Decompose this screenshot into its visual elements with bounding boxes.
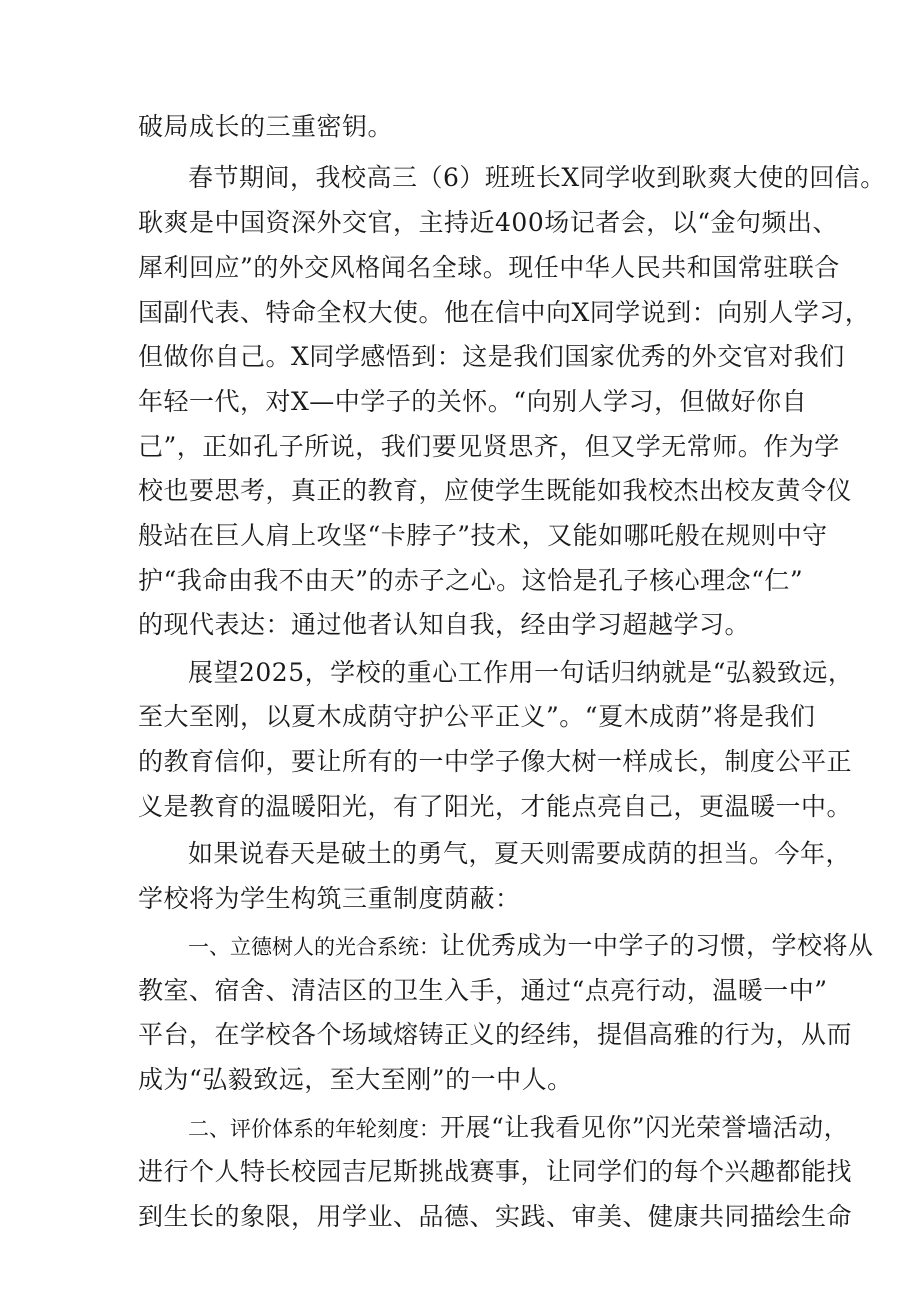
- section-line-2: [188, 1108, 849, 1148]
- text-line: 破局成长的三重密钥。: [138, 112, 394, 141]
- text-line: 教室、宿舍、清洁区的卫生入手，通过“点亮行动，温暖一中”: [138, 976, 828, 1005]
- section-line-1: [188, 926, 874, 966]
- text-run: 让优秀成为一中学子的习惯，学校将从: [440, 931, 874, 960]
- text-line: 到生长的象限，用学业、品德、实践、审美、健康共同描绘生命: [138, 1202, 853, 1231]
- text-line: 国副代表、特命全权大使。他在信中向X同学说到：向别人学习，: [138, 298, 871, 327]
- text-line: 成为“弘毅致远，至大至刚”的一中人。: [138, 1065, 573, 1094]
- text-line: 的教育信仰，要让所有的一中学子像大树一样成长，制度公平正: [138, 747, 853, 776]
- text-line: 年轻一代，对X—中学子的关怀。“向别人学习，但做好你自: [138, 387, 808, 416]
- text-line: 至大至刚，以夏木成荫守护公平正义”。“夏木成荫”将是我们: [138, 702, 816, 731]
- text-line: 校也要思考，真正的教育，应使学生既能如我校杰出校友黄令仪: [138, 476, 853, 505]
- text-line: 进行个人特长校园吉尼斯挑战赛事，让同学们的每个兴趣都能找: [138, 1157, 853, 1186]
- text-line: 平台，在学校各个场域熔铸正义的经纬，提倡高雅的行为，从而: [138, 1020, 853, 1049]
- text-line: 春节期间，我校高三（6）班班长X同学收到耿爽大使的回信。: [188, 163, 886, 192]
- text-line: 学校将为学生构筑三重制度荫蔽：: [138, 884, 521, 913]
- text-line: 展望2025，学校的重心工作用一句话归纳就是“弘毅致远，: [188, 658, 854, 687]
- section-heading-1: 一、立德树人的光合系统：: [188, 935, 440, 959]
- text-line: 护“我命由我不由天”的赤子之心。这恰是孔子核心理念“仁”: [138, 566, 804, 595]
- text-line: 义是教育的温暖阳光，有了阳光，才能点亮自己，更温暖一中。: [138, 792, 853, 821]
- text-line: 的现代表达：通过他者认知自我，经由学习超越学习。: [138, 610, 751, 639]
- text-line: 如果说春天是破土的勇气，夏天则需要成荫的担当。今年，: [188, 839, 852, 868]
- text-line: 己”，正如孔子所说，我们要见贤思齐，但又学无常师。作为学: [138, 432, 840, 461]
- section-heading-2: 二、评价体系的年轮刻度：: [188, 1117, 440, 1141]
- text-line: 犀利回应”的外交风格闻名全球。现任中华人民共和国常驻联合: [138, 253, 840, 282]
- text-line: 耿爽是中国资深外交官，主持近400场记者会，以“金句频出、: [138, 208, 839, 237]
- text-line: 般站在巨人肩上攻坚“卡脖子”技术，又能如哪吒般在规则中守: [138, 521, 828, 550]
- text-run: 开展“让我看见你”闪光荣誉墙活动，: [440, 1113, 850, 1142]
- text-line: 但做你自己。X同学感悟到：这是我们国家优秀的外交官对我们: [138, 342, 845, 371]
